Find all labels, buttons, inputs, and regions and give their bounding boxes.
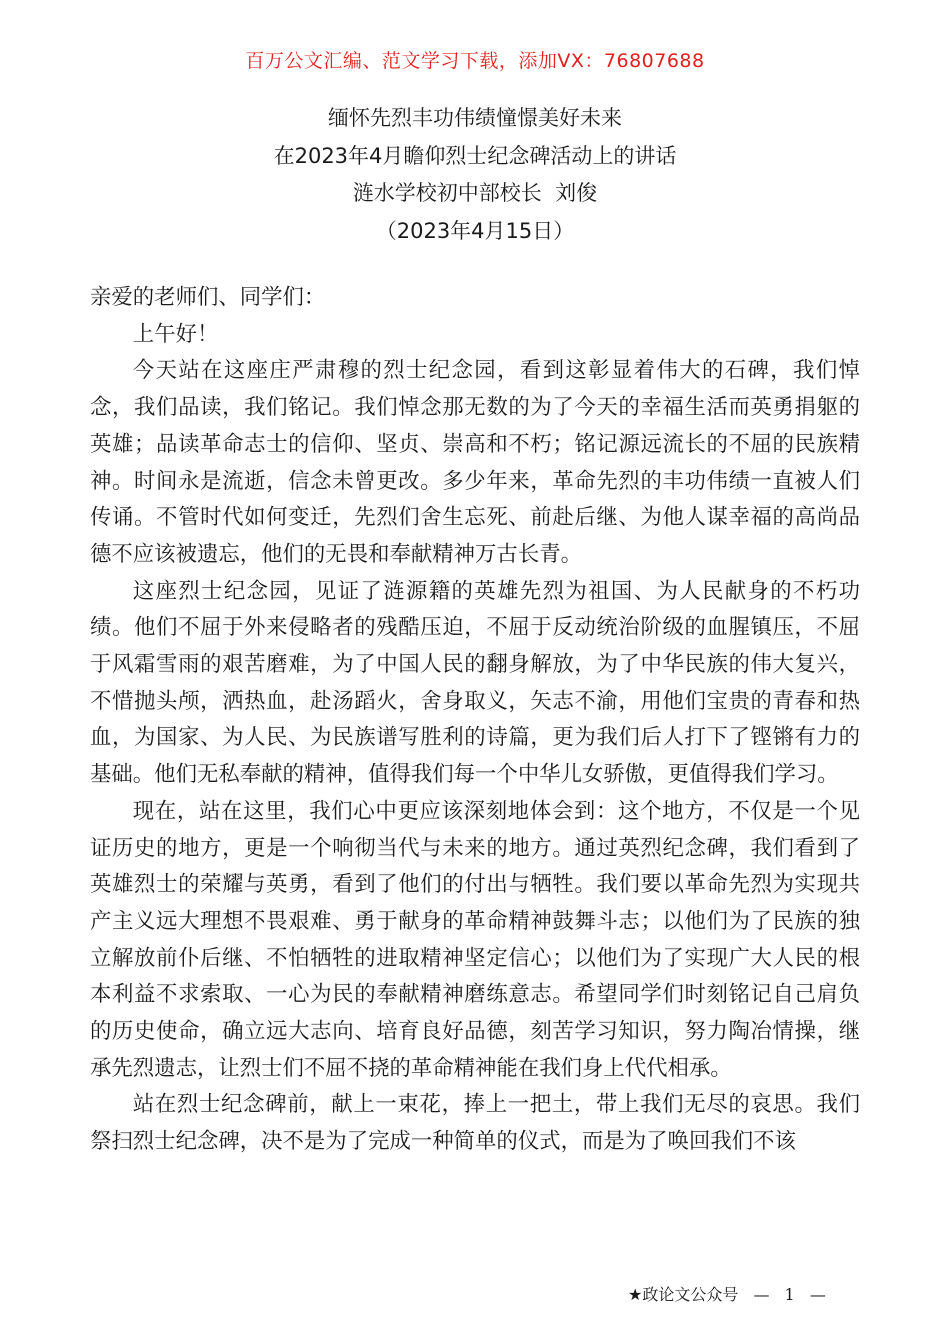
speech-title: 缅怀先烈丰功伟绩憧憬美好未来 — [328, 106, 622, 130]
paragraph: 现在，站在这里，我们心中更应该深刻地体会到：这个地方，不仅是一个见证历史的地方，更是一个响彻当代与未来的地方。通过英烈纪念碑，我们看到了英雄烈士的荣耀与英勇，看到了他们的付出与牺牲。我们要以革命先烈为实现共产主义远大理想不畏艰难、勇于献身的革命精神鼓舞斗志；以他们为了民族的独立解放前仆后继、不怕牺牲的进取精神坚定信心；以他们为了实现广大人民的根本利益不求索取、一心为民的奉献精神磨练意志。希望同学们时刻铭记自己肩负的历史使命，确立远大志向、培育良好品德，刻苦学习知识，努力陶冶情操，继承先烈遗志，让烈士们不屈不挠的革命精神能在我们身上代代相承。 — [90, 798, 860, 1081]
page-footer — [628, 1282, 836, 1305]
paragraph: 这座烈士纪念园，见证了涟源籍的英雄先烈为祖国、为人民献身的不朽功绩。他们不屈于外来侵略者的残酷压迫，不屈于反动统治阶级的血腥镇压，不屈于风霜雪雨的艰苦磨难，为了中国人民的翻身解放，为了中华民族的伟大复兴，不惜抛头颅，洒热血，赴汤蹈火，舍身取义，矢志不渝，用他们宝贵的青春和热血，为国家、为人民、为民族谱写胜利的诗篇，更为我们后人打下了铿锵有力的基础。他们无私奉献的精神，值得我们每一个中华儿女骄傲，更值得我们学习。 — [90, 578, 860, 788]
footer-dash-left: — — [753, 1285, 770, 1304]
speaker-line: 涟水学校初中部校长 刘俊 — [352, 181, 598, 205]
footer-source: ★政论文公众号 — [628, 1285, 739, 1304]
speech-body — [90, 280, 860, 1161]
paragraph: 站在烈士纪念碑前，献上一束花，捧上一把土，带上我们无尽的哀思。我们祭扫烈士纪念碑，决不是为了完成一种简单的仪式，而是为了唤回我们不该 — [90, 1092, 860, 1155]
salutation: 亲爱的老师们、同学们： — [90, 285, 326, 310]
header-banner: 百万公文汇编、范文学习下载，添加VX：76807688 — [245, 50, 705, 72]
speech-date: （2023年4月15日） — [375, 218, 575, 243]
speech-subtitle: 在2023年4月瞻仰烈士纪念碑活动上的讲话 — [273, 143, 677, 168]
title-block — [0, 100, 950, 250]
footer-dash-right: — — [809, 1285, 826, 1304]
page-number: 1 — [784, 1285, 795, 1304]
greeting: 上午好！ — [132, 321, 219, 347]
paragraph: 今天站在这座庄严肃穆的烈士纪念园，看到这彰显着伟大的石碑，我们悼念，我们品读，我们铭记。我们悼念那无数的为了今天的幸福生活而英勇捐躯的英雄；品读革命志士的信仰、坚贞、崇高和不朽；铭记源远流长的不屈的民族精神。时间永是流逝，信念未曾更改。多少年来，革命先烈的丰功伟绩一直被人们传诵。不管时代如何变迁，先烈们舍生忘死、前赴后继、为他人谋幸福的高尚品德不应该被遗忘，他们的无畏和奉献精神万古长青。 — [90, 358, 860, 567]
